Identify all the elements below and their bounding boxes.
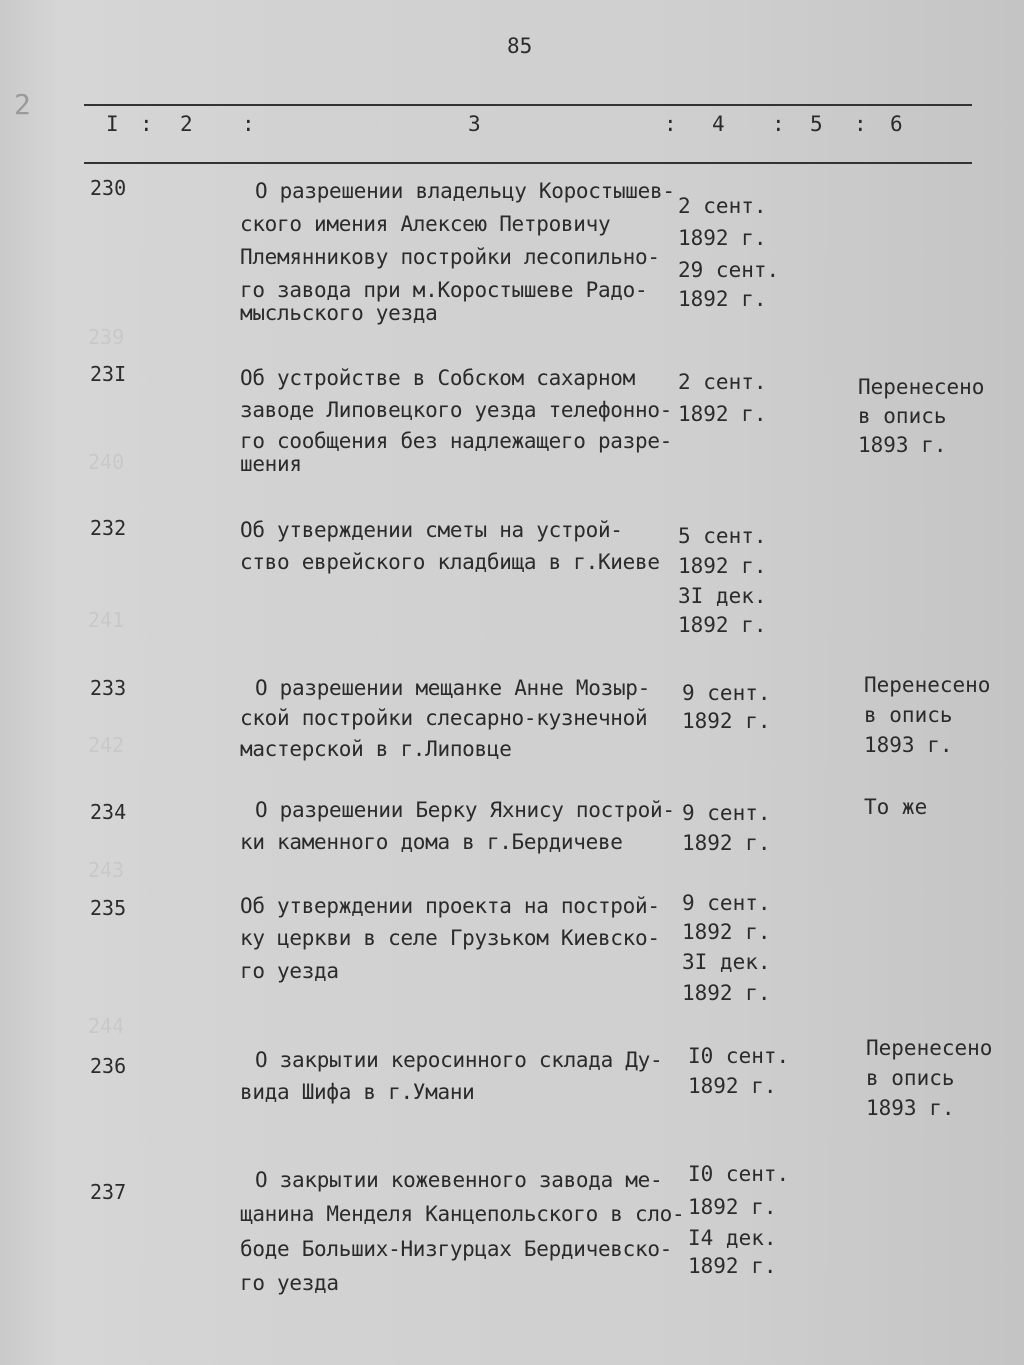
bleed-through: 241: [88, 608, 125, 632]
row-date: 1892 г.: [688, 1254, 777, 1278]
row-note: 1893 г.: [864, 733, 953, 757]
row-text-line: ку церкви в селе Грузьком Киевско-: [240, 926, 660, 950]
row-text-line: Об утверждении проекта на построй-: [240, 894, 660, 918]
row-text-line: О закрытии кожевенного завода ме-: [255, 1168, 663, 1192]
row-date: 1892 г.: [682, 831, 771, 855]
row-text-line: Об устройстве в Собском сахарном: [240, 366, 635, 390]
row-text-line: го сообщения без надлежащего разре-: [240, 429, 673, 453]
col-separator: :: [854, 112, 867, 136]
col-1-label: I: [106, 112, 119, 136]
row-note: 1893 г.: [858, 433, 947, 457]
row-note: в опись: [866, 1066, 955, 1090]
row-note: Перенесено: [866, 1036, 993, 1060]
row-date: 1892 г.: [678, 613, 767, 637]
row-text-line: заводе Липовецкого уезда телефонно-: [240, 398, 673, 422]
col-separator: :: [664, 112, 677, 136]
row-text-line: ство еврейского кладбища в г.Киеве: [240, 550, 660, 574]
row-text-line: О разрешении владельцу Коростышев-: [255, 179, 675, 203]
col-separator: :: [242, 112, 255, 136]
row-date: 9 сент.: [682, 681, 771, 705]
row-text-line: го уезда: [240, 1271, 339, 1295]
row-date: I0 сент.: [688, 1162, 790, 1186]
row-note: То же: [864, 795, 928, 819]
row-date: 2 сент.: [678, 370, 767, 394]
page-edge-mark: 2: [14, 88, 31, 121]
row-note: в опись: [864, 703, 953, 727]
row-note: 1893 г.: [866, 1096, 955, 1120]
row-date: I0 сент.: [688, 1044, 790, 1068]
row-number: 237: [90, 1180, 127, 1204]
bleed-through: 244: [88, 1014, 125, 1038]
row-date: 1892 г.: [682, 920, 771, 944]
row-number: 232: [90, 516, 127, 540]
row-number: 236: [90, 1054, 127, 1078]
row-date: 1892 г.: [678, 287, 767, 311]
row-number: 23I: [90, 362, 127, 386]
row-text-line: О закрытии керосинного склада Ду-: [255, 1048, 663, 1072]
header-bottom-rule: [84, 162, 972, 164]
row-date: 1892 г.: [678, 226, 767, 250]
row-text-line: мастерской в г.Липовце: [240, 737, 512, 761]
row-number: 235: [90, 896, 127, 920]
row-date: 1892 г.: [678, 554, 767, 578]
row-text-line: вида Шифа в г.Умани: [240, 1080, 475, 1104]
row-text-line: Об утверждении сметы на устрой-: [240, 518, 623, 542]
row-text-line: щанина Менделя Канцепольского в сло-: [240, 1202, 685, 1226]
row-number: 233: [90, 676, 127, 700]
row-text-line: го завода при м.Коростышеве Радо-: [240, 278, 648, 302]
row-text-line: мысльского уезда: [240, 301, 438, 325]
row-date: 1892 г.: [688, 1195, 777, 1219]
col-5-label: 5: [810, 112, 823, 136]
row-date: 1892 г.: [682, 981, 771, 1005]
row-text-line: ки каменного дома в г.Бердичеве: [240, 830, 623, 854]
row-date: 29 сент.: [678, 258, 780, 282]
col-separator: :: [140, 112, 153, 136]
row-text-line: шения: [240, 452, 302, 476]
bleed-through: 242: [88, 733, 125, 757]
row-text-line: О разрешении мещанке Анне Мозыр-: [255, 676, 650, 700]
row-text-line: боде Больших-Низгурцах Бердичевско-: [240, 1237, 673, 1261]
row-text-line: Племянникову постройки лесопильно-: [240, 245, 660, 269]
bleed-through: 243: [88, 858, 125, 882]
row-date: 2 сент.: [678, 194, 767, 218]
row-note: Перенесено: [864, 673, 991, 697]
col-2-label: 2: [180, 112, 193, 136]
row-date: 3I дек.: [682, 950, 771, 974]
row-note: Перенесено: [858, 375, 985, 399]
row-date: I4 дек.: [688, 1226, 777, 1250]
row-note: в опись: [858, 404, 947, 428]
row-number: 234: [90, 800, 127, 824]
bleed-through: 240: [88, 450, 125, 474]
row-text-line: ской постройки слесарно-кузнечной: [240, 706, 648, 730]
row-date: 9 сент.: [682, 801, 771, 825]
row-number: 230: [90, 176, 127, 200]
row-date: 1892 г.: [682, 709, 771, 733]
row-text-line: ского имения Алексею Петровичу: [240, 212, 611, 236]
row-text-line: го уезда: [240, 959, 339, 983]
bleed-through: 239: [88, 325, 125, 349]
col-separator: :: [772, 112, 785, 136]
row-date: 9 сент.: [682, 891, 771, 915]
row-date: 1892 г.: [688, 1074, 777, 1098]
row-date: 5 сент.: [678, 524, 767, 548]
row-date: 1892 г.: [678, 402, 767, 426]
row-date: 3I дек.: [678, 584, 767, 608]
header-top-rule: [84, 104, 972, 106]
col-6-label: 6: [890, 112, 903, 136]
row-text-line: О разрешении Берку Яхнису построй-: [255, 798, 675, 822]
col-4-label: 4: [712, 112, 725, 136]
page-number: 85: [507, 34, 533, 58]
col-3-label: 3: [468, 112, 481, 136]
